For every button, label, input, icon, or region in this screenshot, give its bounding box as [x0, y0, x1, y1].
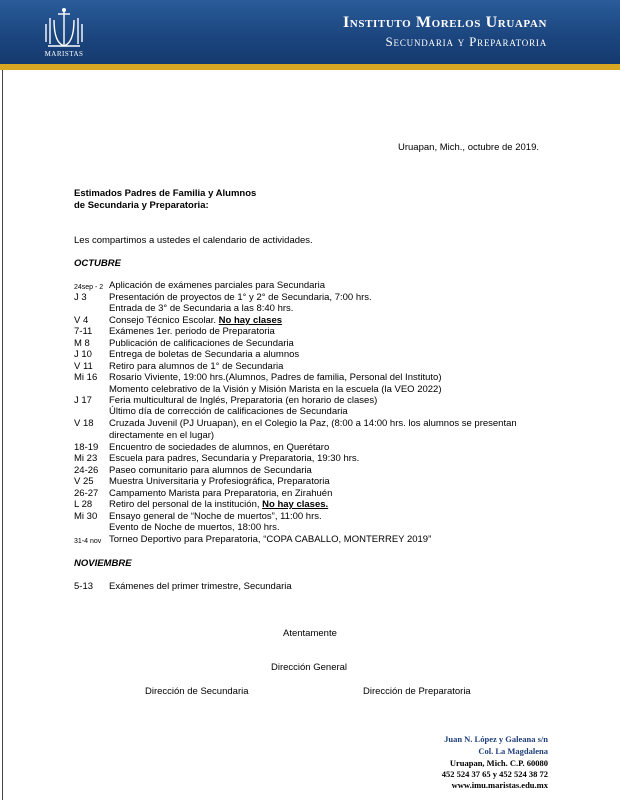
- maristas-emblem-icon: [36, 6, 92, 50]
- footer-colony: Col. La Magdalena: [478, 746, 548, 756]
- event-date: V 11: [74, 361, 93, 372]
- event-date: J 17: [74, 395, 92, 406]
- intro-text: Les compartimos a ustedes el calendario de actividades.: [74, 235, 313, 246]
- event-date: V 4: [74, 315, 89, 326]
- event-date: 24sep - 2: [74, 284, 104, 291]
- event-text: Evento de Noche de muertos, 18:00 hrs.: [109, 522, 280, 533]
- institution-name: Instituto Morelos Uruapan: [342, 14, 547, 31]
- event-text: Entrega de boletas de Secundaria a alumnos: [109, 349, 300, 360]
- closing-regards: Atentamente: [283, 628, 337, 639]
- event-text: directamente en el lugar): [109, 430, 215, 441]
- event-date: 26-27: [74, 488, 99, 499]
- greeting-line-1: Estimados Padres de Familia y Alumnos: [74, 188, 257, 199]
- event-text: Momento celebrativo de la Visión y Misión Marista en la escuela (la VEO 2022): [109, 384, 442, 395]
- event-date: L 28: [74, 499, 93, 510]
- event-date: J 10: [74, 349, 92, 360]
- event-text: Escuela para padres, Secundaria y Preparatoria, 19:30 hrs.: [109, 453, 360, 464]
- event-text: Ensayo general de “Noche de muertos”, 11:00 hrs.: [109, 511, 322, 522]
- event-text: Campamento Marista para Preparatoria, en Zirahuén: [109, 488, 333, 499]
- signature-general: Dirección General: [271, 662, 348, 673]
- signature-secondary: Dirección de Secundaria: [145, 686, 249, 697]
- footer-website: www.imu.maristas.edu.mx: [451, 780, 548, 790]
- event-text: Publicación de calificaciones de Secundaria: [109, 338, 294, 349]
- event-date: J 3: [74, 292, 87, 303]
- event-date: Mi 30: [74, 511, 98, 522]
- margin-rule: [2, 70, 3, 800]
- event-text: Feria multicultural de Inglés, Preparatoria (en horario de clases): [109, 395, 378, 406]
- maristas-logo: [36, 6, 92, 60]
- event-date: 7-11: [74, 326, 93, 337]
- event-text: Encuentro de sociedades de alumnos, en Querétaro: [109, 442, 330, 453]
- event-date: 18-19: [74, 442, 99, 453]
- october-heading: OCTUBRE: [74, 258, 121, 269]
- institution-subtitle: Secundaria y Preparatoria: [385, 34, 547, 49]
- event-text: Muestra Universitaria y Profesiográfica, Preparatoria: [109, 476, 330, 487]
- event-date: V 18: [74, 418, 94, 429]
- event-text: Exámenes 1er. periodo de Preparatoria: [109, 326, 275, 337]
- greeting-line-2: de Secundaria y Preparatoria:: [74, 200, 209, 211]
- event-text: Cruzada Juvenil (PJ Uruapan), en el Colegio la Paz, (8:00 a 14:00 hrs. los alumnos se presentan: [109, 418, 517, 429]
- event-text: Torneo Deportivo para Preparatoria, “COPA CABALLO, MONTERREY 2019”: [109, 534, 432, 545]
- event-text: Presentación de proyectos de 1° y 2° de Secundaria, 7:00 hrs.: [109, 292, 372, 303]
- logo-caption: MARISTAS: [44, 50, 84, 58]
- no-classes-notice: No hay clases.: [262, 499, 329, 510]
- event-date: 31-4 nov: [74, 538, 102, 545]
- event-text: Paseo comunitario para alumnos de Secundaria: [109, 465, 312, 476]
- letter-date: Uruapan, Mich., octubre de 2019.: [398, 142, 540, 153]
- event-date: V 25: [74, 476, 94, 487]
- signature-prep: Dirección de Preparatoria: [363, 686, 471, 697]
- event-text-with-emphasis: [109, 315, 282, 326]
- event-text-with-emphasis: [109, 499, 328, 510]
- letterhead-banner: [0, 0, 620, 64]
- gold-stripe: [0, 64, 620, 70]
- footer-phones: 452 524 37 65 y 452 524 38 72: [441, 769, 548, 779]
- footer-street: Juan N. López y Galeana s/n: [444, 734, 548, 744]
- event-text: Rosario Viviente, 19:00 hrs.(Alumnos, Padres de familia, Personal del Instituto): [109, 372, 442, 383]
- event-text: Retiro para alumnos de 1° de Secundaria: [109, 361, 284, 372]
- event-date: M 8: [74, 338, 90, 349]
- footer-city: Uruapan, Mich. C.P. 60080: [449, 758, 548, 768]
- event-text: Exámenes del primer trimestre, Secundaria: [109, 581, 292, 592]
- event-text: Consejo Técnico Escolar.: [109, 315, 217, 326]
- event-text: Último día de corrección de calificaciones de Secundaria: [109, 406, 348, 417]
- event-text: Retiro del personal de la institución,: [109, 499, 260, 510]
- november-heading: NOVIEMBRE: [74, 558, 132, 569]
- event-text: Entrada de 3° de Secundaria a las 8:40 hrs.: [109, 303, 294, 314]
- event-date: Mi 16: [74, 372, 98, 383]
- no-classes-notice: No hay clases: [218, 315, 283, 326]
- event-date: 24-26: [74, 465, 99, 476]
- event-date: Mi 23: [74, 453, 98, 464]
- event-date: 5-13: [74, 581, 94, 592]
- event-text: Aplicación de exámenes parciales para Secundaria: [109, 280, 325, 291]
